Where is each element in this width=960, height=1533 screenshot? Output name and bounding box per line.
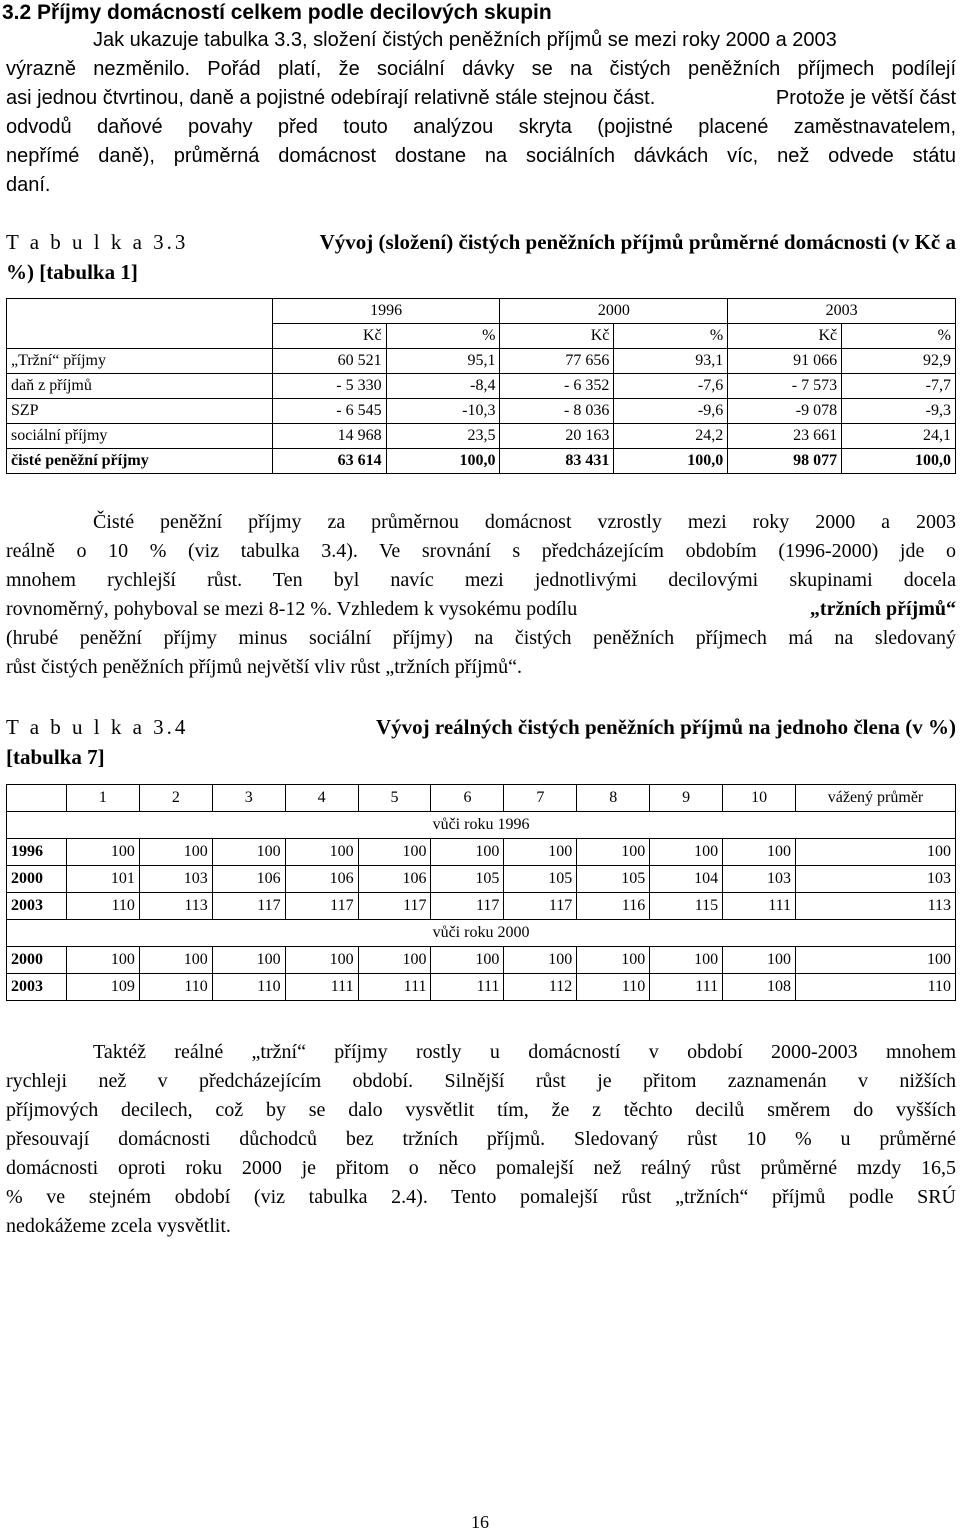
year-header: 2003 (728, 299, 956, 324)
cell: 100 (723, 947, 796, 974)
text-line (6, 595, 956, 624)
table-caption (6, 712, 956, 772)
cell: 100 (358, 947, 431, 974)
cell: 116 (577, 893, 650, 920)
cell: 101 (66, 866, 139, 893)
table-corner-cell (7, 299, 273, 349)
decile-header: 6 (431, 785, 504, 812)
decile-header: 9 (650, 785, 723, 812)
cell: 110 (66, 893, 139, 920)
cell: 100 (285, 947, 358, 974)
text-line: nedokážeme zcela vysvětlit. (6, 1215, 231, 1237)
cell: 100,0 (386, 449, 500, 474)
cell: 110 (577, 974, 650, 1001)
section-label: vůči roku 1996 (7, 812, 956, 839)
year-header: 1996 (272, 299, 500, 324)
cell: 23 661 (728, 424, 842, 449)
year-header: 2000 (500, 299, 728, 324)
decile-header: 4 (285, 785, 358, 812)
cell: 111 (358, 974, 431, 1001)
cell: 111 (431, 974, 504, 1001)
table-row (7, 399, 956, 424)
table-section-row (7, 920, 956, 947)
income-composition-table (6, 298, 956, 474)
section-label: vůči roku 2000 (7, 920, 956, 947)
cell: 100 (504, 839, 577, 866)
cell: - 8 036 (500, 399, 614, 424)
cell: 109 (66, 974, 139, 1001)
cell: -9,3 (842, 399, 956, 424)
text-line: výrazně nezměnilo. Pořád platí, že sociální dávky se na čistých peněžních příjmech podílejí (6, 58, 956, 80)
market-income-paragraph (6, 1038, 956, 1241)
text-line: mnohem rychlejší růst. Ten byl navíc mezi jednotlivými decilovými skupinami docela (6, 569, 956, 591)
unit-header: Kč (728, 324, 842, 349)
cell: 100 (796, 839, 956, 866)
table-section-row (7, 812, 956, 839)
cell: - 6 352 (500, 374, 614, 399)
cell: 100 (212, 947, 285, 974)
cell: -10,3 (386, 399, 500, 424)
cell: 117 (358, 893, 431, 920)
table-title: Vývoj (složení) čistých peněžních příjmů průměrné domácnosti (v Kč a (319, 230, 956, 254)
section-heading: 3.2 Příjmy domácností celkem podle decilových skupin (2, 1, 552, 24)
cell: 100,0 (842, 449, 956, 474)
text-emphasis: „tržních příjmů“ (809, 598, 956, 620)
cell: 100 (577, 839, 650, 866)
cell: 111 (650, 974, 723, 1001)
cell: 98 077 (728, 449, 842, 474)
table-title: Vývoj reálných čistých peněžních příjmů na jednoho člena (v %) (375, 715, 956, 739)
text-line: rychleji než v předcházejícím období. Silnější růst je přitom zaznamenán v nižších (6, 1070, 956, 1092)
decile-header: 1 (66, 785, 139, 812)
cell: 100 (66, 839, 139, 866)
cell: 113 (139, 893, 212, 920)
table-row (7, 866, 956, 893)
intro-paragraph (6, 26, 956, 200)
table-label: T a b u l k a 3.4 (6, 715, 189, 739)
cell: 100 (723, 839, 796, 866)
cell: 110 (212, 974, 285, 1001)
cell: 24,2 (614, 424, 728, 449)
text-line: přesouvají domácnosti důchodců bez tržních příjmů. Sledovaný růst 10 % u průměrné (6, 1128, 956, 1150)
real-income-table (6, 784, 956, 1001)
row-label: 1996 (7, 839, 67, 866)
cell: 117 (504, 893, 577, 920)
table-row (7, 893, 956, 920)
table-caption (6, 227, 956, 287)
cell: 100 (139, 839, 212, 866)
cell: 105 (577, 866, 650, 893)
cell: 100 (358, 839, 431, 866)
decile-header: 10 (723, 785, 796, 812)
cell: 106 (285, 866, 358, 893)
decile-header: 8 (577, 785, 650, 812)
text-line (6, 84, 956, 113)
row-label: SZP (7, 399, 273, 424)
cell: 95,1 (386, 349, 500, 374)
cell: 110 (139, 974, 212, 1001)
cell: 108 (723, 974, 796, 1001)
cell: 112 (504, 974, 577, 1001)
text-line: Jak ukazuje tabulka 3.3, složení čistých peněžních příjmů se mezi roky 2000 a 2003 (93, 29, 837, 51)
cell: 100 (504, 947, 577, 974)
row-label: 2000 (7, 866, 67, 893)
cell: 111 (285, 974, 358, 1001)
row-label: 2000 (7, 947, 67, 974)
cell: 63 614 (272, 449, 386, 474)
text-line: daní. (6, 174, 51, 196)
decile-header: 2 (139, 785, 212, 812)
row-label: sociální příjmy (7, 424, 273, 449)
table-row (7, 839, 956, 866)
cell: 106 (358, 866, 431, 893)
cell: 100 (577, 947, 650, 974)
cell: 103 (139, 866, 212, 893)
text-fragment: asi jednou čtvrtinou, daně a pojistné odebírají relativně stále stejnou část. (6, 87, 656, 109)
cell: 100 (650, 839, 723, 866)
cell: 92,9 (842, 349, 956, 374)
cell: 100 (139, 947, 212, 974)
unit-header: % (842, 324, 956, 349)
cell: 106 (212, 866, 285, 893)
cell: 103 (796, 866, 956, 893)
table-label: T a b u l k a 3.3 (6, 230, 189, 254)
table-title-cont: [tabulka 7] (6, 745, 105, 769)
table-header-row (7, 299, 956, 324)
cell: -9,6 (614, 399, 728, 424)
table-title-cont: %) [tabulka 1] (6, 260, 138, 284)
cell: 100,0 (614, 449, 728, 474)
cell: 100 (796, 947, 956, 974)
cell: -7,6 (614, 374, 728, 399)
table-row (7, 424, 956, 449)
row-label: „Tržní“ příjmy (7, 349, 273, 374)
table-row (7, 374, 956, 399)
cell: 24,1 (842, 424, 956, 449)
decile-header: 7 (504, 785, 577, 812)
cell: 117 (431, 893, 504, 920)
cell: 100 (431, 947, 504, 974)
cell: 100 (285, 839, 358, 866)
text-line: příjmových decilech, což by se dalo vysvětlit tím, že z těchto decilů směrem do vyšších (6, 1099, 956, 1121)
cell: 100 (212, 839, 285, 866)
table-row (7, 349, 956, 374)
cell: 100 (650, 947, 723, 974)
cell: 93,1 (614, 349, 728, 374)
text-line: reálně o 10 % (viz tabulka 3.4). Ve srovnání s předcházejícím obdobím (1996-2000) jde o (6, 540, 956, 562)
cell: 104 (650, 866, 723, 893)
row-label: 2003 (7, 893, 67, 920)
cell: 83 431 (500, 449, 614, 474)
cell: 111 (723, 893, 796, 920)
cell: 23,5 (386, 424, 500, 449)
text-line: % ve stejném období (viz tabulka 2.4). Tento pomalejší růst „tržních“ příjmů podle SRÚ (6, 1186, 956, 1208)
cell: 110 (796, 974, 956, 1001)
page-number: 16 (471, 1512, 489, 1532)
unit-header: % (614, 324, 728, 349)
cell: 91 066 (728, 349, 842, 374)
cell: -9 078 (728, 399, 842, 424)
growth-paragraph (6, 508, 956, 682)
cell: 105 (431, 866, 504, 893)
table-corner-cell (7, 785, 67, 812)
cell: - 5 330 (272, 374, 386, 399)
cell: 117 (285, 893, 358, 920)
cell: 20 163 (500, 424, 614, 449)
weighted-average-header: vážený průměr (796, 785, 956, 812)
row-label: čisté peněžní příjmy (7, 449, 273, 474)
table-header-row (7, 785, 956, 812)
unit-header: Kč (500, 324, 614, 349)
cell: 117 (212, 893, 285, 920)
text-fragment: rovnoměrný, pohyboval se mezi 8-12 %. Vzhledem k vysokému podílu (6, 598, 578, 620)
row-label: 2003 (7, 974, 67, 1001)
text-fragment: Protože je větší část (775, 87, 956, 109)
row-label: daň z příjmů (7, 374, 273, 399)
text-line: Čisté peněžní příjmy za průměrnou domácnost vzrostly mezi roky 2000 a 2003 (93, 511, 956, 533)
cell: - 7 573 (728, 374, 842, 399)
cell: 115 (650, 893, 723, 920)
decile-header: 3 (212, 785, 285, 812)
text-line: růst čistých peněžních příjmů největší vliv růst „tržních příjmů“. (6, 656, 522, 678)
text-line: nepřímé daně), průměrná domácnost dostane na sociálních dávkách víc, než odvede státu (6, 145, 956, 167)
unit-header: % (386, 324, 500, 349)
table-total-row (7, 449, 956, 474)
cell: - 6 545 (272, 399, 386, 424)
unit-header: Kč (272, 324, 386, 349)
cell: 14 968 (272, 424, 386, 449)
cell: 60 521 (272, 349, 386, 374)
cell: 113 (796, 893, 956, 920)
table-row (7, 974, 956, 1001)
cell: 100 (431, 839, 504, 866)
table-row (7, 947, 956, 974)
text-line: (hrubé peněžní příjmy minus sociální příjmy) na čistých peněžních příjmech má na sledovaný (6, 627, 956, 649)
cell: 105 (504, 866, 577, 893)
text-line: odvodů daňové povahy před touto analýzou skryta (pojistné placené zaměstnavatelem, (6, 116, 956, 138)
text-line: Taktéž reálné „tržní“ příjmy rostly u domácností v období 2000-2003 mnohem (93, 1041, 956, 1063)
decile-header: 5 (358, 785, 431, 812)
cell: -8,4 (386, 374, 500, 399)
cell: 100 (66, 947, 139, 974)
cell: -7,7 (842, 374, 956, 399)
cell: 77 656 (500, 349, 614, 374)
text-line: domácnosti oproti roku 2000 je přitom o něco pomalejší než reálný růst průměrné mzdy 16,5 (6, 1157, 956, 1179)
cell: 103 (723, 866, 796, 893)
